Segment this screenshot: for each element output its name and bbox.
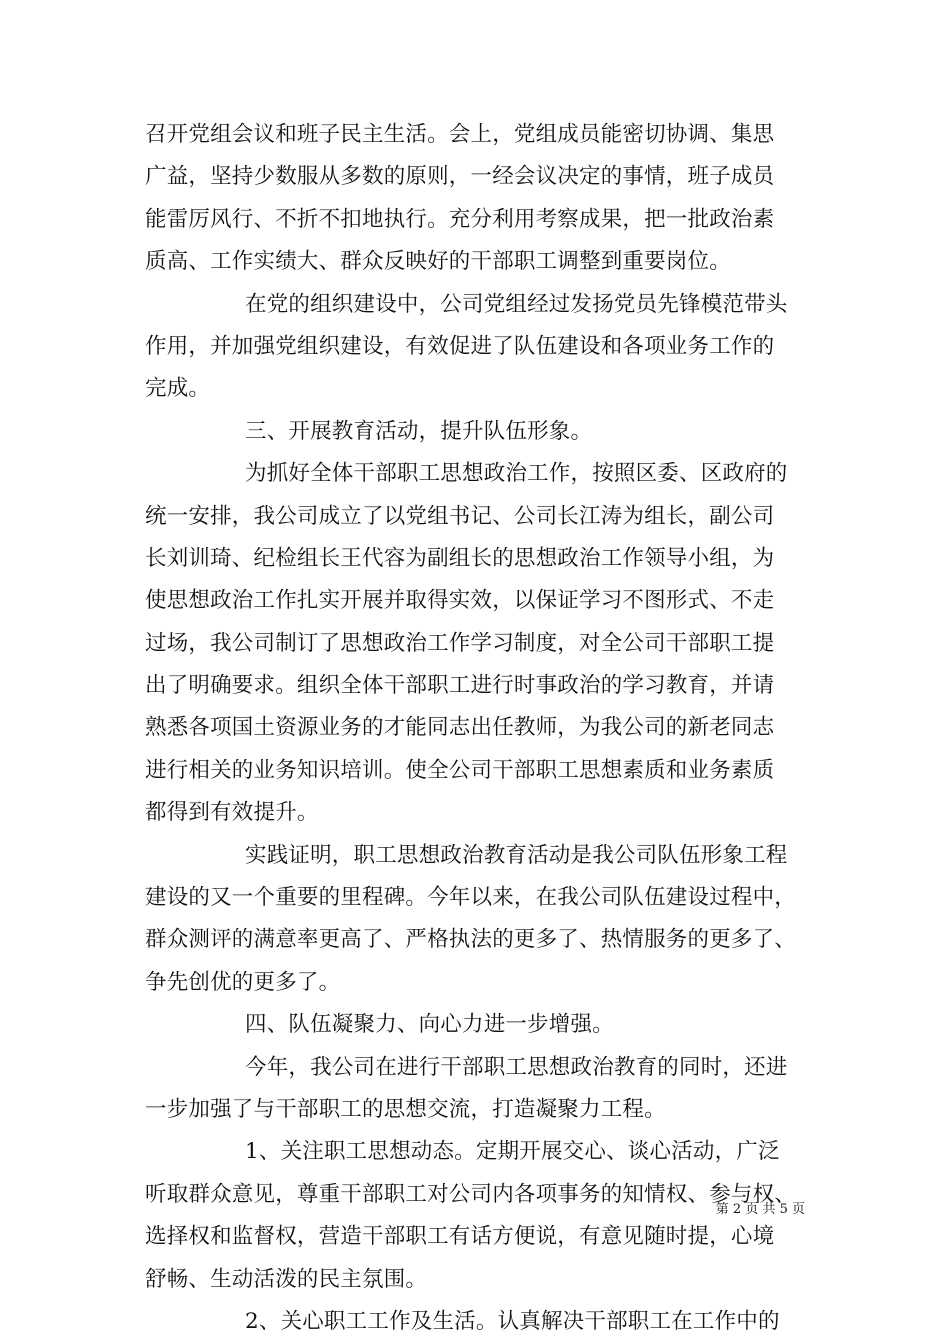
text-line: 能雷厉风行、不折不扣地执行。充分利用考察成果，把一批政治素 [145,206,775,232]
paragraph-start-line: 在党的组织建设中，公司党组经过发扬党员先锋模范带头 [245,291,788,317]
text-line: 召开党组会议和班子民主生活。会上，党组成员能密切协调、集思 [145,122,775,147]
text-line: 一步加强了与干部职工的思想交流，打造凝聚力工程。 [145,1096,666,1122]
text-line: 统一安排，我公司成立了以党组书记、公司长江涛为组长，副公司 [145,503,775,529]
text-line: 建设的又一个重要的里程碑。今年以来，在我公司队伍建设过程中， [145,885,797,911]
text-line: 过场，我公司制订了思想政治工作学习制度，对全公司干部职工提 [145,630,775,656]
text-line: 选择权和监督权，营造干部职工有话方便说，有意见随时提，心境 [145,1224,775,1250]
text-line: 进行相关的业务知识培训。使全公司干部职工思想素质和业务素质 [145,757,775,783]
text-line: 熟悉各项国土资源业务的才能同志出任教师，为我公司的新老同志 [145,715,775,741]
text-line: 群众测评的满意率更高了、严格执法的更多了、热情服务的更多了、 [145,927,797,953]
paragraph-start-line: 今年，我公司在进行干部职工思想政治教育的同时，还进 [245,1054,788,1080]
text-line: 广益，坚持少数服从多数的原则，一经会议决定的事情，班子成员 [145,164,775,190]
paragraph-start-line: 为抓好全体干部职工思想政治工作，按照区委、区政府的 [245,461,788,487]
text-line: 出了明确要求。组织全体干部职工进行时事政治的学习教育，并请 [145,673,775,699]
document-body [145,114,825,1343]
numbered-item-one: 1、关注职工思想动态。定期开展交心、谈心活动，广泛 [245,1139,780,1165]
text-line: 听取群众意见，尊重干部职工对公司内各项事务的知情权、参与权、 [145,1181,797,1207]
page-number-footer: 第 2 页 共 5 页 [715,1202,805,1217]
text-line: 长刘训琦、纪检组长王代容为副组长的思想政治工作领导小组，为 [145,545,775,571]
text-line: 作用，并加强党组织建设，有效促进了队伍建设和各项业务工作的 [145,333,775,359]
text-line: 质高、工作实绩大、群众反映好的干部职工调整到重要岗位。 [145,249,731,275]
text-line: 使思想政治工作扎实开展并取得实效，以保证学习不图形式、不走 [145,588,775,614]
section-heading-four: 四、队伍凝聚力、向心力进一步增强。 [245,1012,614,1038]
section-heading-three: 三、开展教育活动，提升队伍形象。 [245,418,593,444]
text-line: 争先创优的更多了。 [145,969,341,995]
text-line: 都得到有效提升。 [145,800,319,826]
text-line: 完成。 [145,376,211,402]
numbered-item-two: 2、关心职工工作及生活。认真解决干部职工在工作中的 [245,1308,780,1334]
text-line: 舒畅、生动活泼的民主氛围。 [145,1266,428,1292]
paragraph-start-line: 实践证明，职工思想政治教育活动是我公司队伍形象工程 [245,842,788,868]
